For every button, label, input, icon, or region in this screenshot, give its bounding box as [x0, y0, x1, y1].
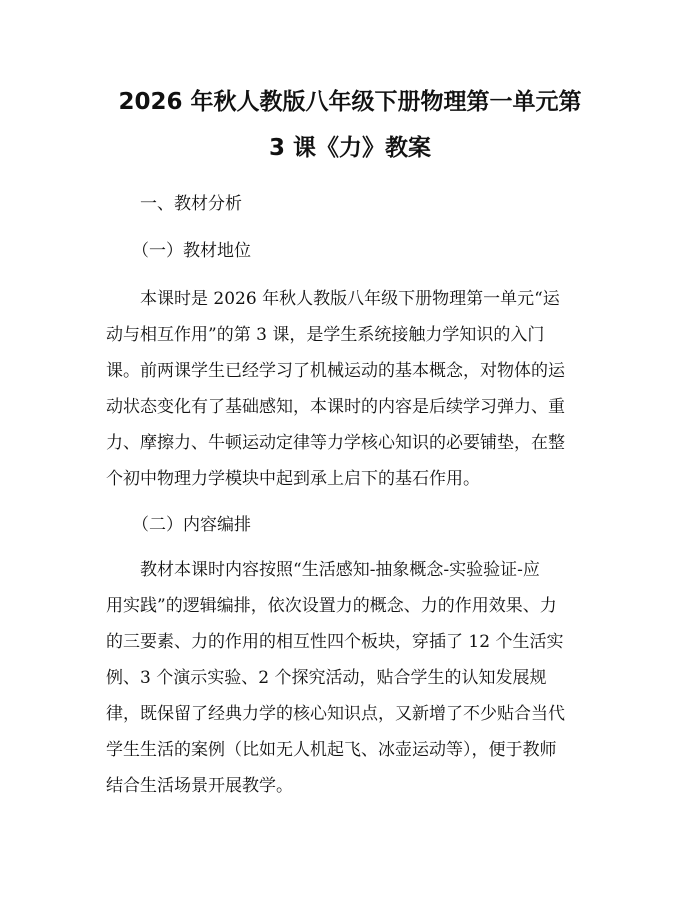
subsection-heading-content-arrangement: （二）内容编排 — [132, 515, 251, 535]
paragraph-line: 力、摩擦力、牛顿运动定律等力学核心知识的必要铺垫，在整 — [106, 433, 565, 453]
paragraph-line: 个初中物理力学模块中起到承上启下的基石作用。 — [106, 469, 480, 489]
paragraph-line: 例、3 个演示实验、2 个探究活动，贴合学生的认知发展规 — [106, 668, 547, 688]
subsection-heading-textbook-position: （一）教材地位 — [132, 241, 251, 261]
paragraph-line: 的三要素、力的作用的相互性四个板块，穿插了 12 个生活实 — [106, 632, 564, 652]
document-title-line-1: 2026 年秋人教版八年级下册物理第一单元第 — [118, 89, 582, 115]
paragraph-content-arrangement — [106, 552, 606, 804]
paragraph-line: 动状态变化有了基础感知，本课时的内容是后续学习弹力、重 — [106, 397, 565, 417]
paragraph-line: 学生生活的案例（比如无人机起飞、冰壶运动等），便于教师 — [106, 740, 557, 760]
document-title-line-2: 3 课《力》教案 — [268, 135, 431, 161]
paragraph-line: 律，既保留了经典力学的核心知识点，又新增了不少贴合当代 — [106, 704, 565, 724]
section-heading-textbook-analysis: 一、教材分析 — [140, 194, 242, 214]
paragraph-textbook-position — [106, 281, 606, 497]
paragraph-line: 本课时是 2026 年秋人教版八年级下册物理第一单元“运 — [140, 289, 560, 309]
paragraph-line: 结合生活场景开展教学。 — [106, 776, 293, 796]
paragraph-line: 教材本课时内容按照“生活感知-抽象概念-实验验证-应 — [140, 560, 540, 580]
paragraph-line: 动与相互作用”的第 3 课，是学生系统接触力学知识的入门 — [106, 325, 545, 345]
paragraph-line: 课。前两课学生已经学习了机械运动的基本概念，对物体的运 — [106, 361, 565, 381]
paragraph-line: 用实践”的逻辑编排，依次设置力的概念、力的作用效果、力 — [106, 596, 557, 616]
